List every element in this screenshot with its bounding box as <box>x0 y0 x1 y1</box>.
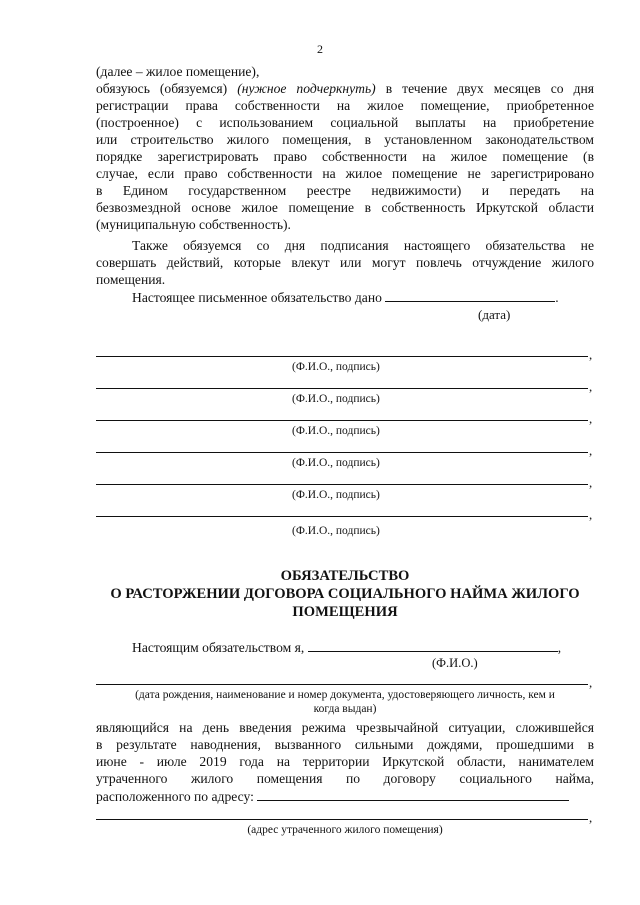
heading-line3: ПОМЕЩЕНИЯ <box>292 604 398 620</box>
address-line[interactable] <box>96 819 588 820</box>
document-info-comma: , <box>589 675 593 690</box>
signature-line-3[interactable] <box>96 420 588 421</box>
address-blank[interactable] <box>257 788 569 801</box>
address-comma: , <box>589 810 593 825</box>
section2-body-line2: в результате наводнения, вызванного сильными дождями, прошедшими в <box>96 737 594 752</box>
document-info-line[interactable] <box>96 684 588 685</box>
para1-line2-after: в течение двух месяцев со дня <box>375 81 595 96</box>
para1-line9: безвозмездной основе жилое помещение в собственность Иркутской области <box>96 200 594 215</box>
para1-line4: (построенное) с использованием социальной выплаты на приобретение <box>96 115 594 130</box>
signature-line-5[interactable] <box>96 484 588 485</box>
para1-line6: порядке зарегистрировать право собственности на жилое помещение (в <box>96 149 594 164</box>
para3-text: Настоящее письменное обязательство дано <box>132 290 382 305</box>
signature-caption-1: (Ф.И.О., подпись) <box>292 361 380 373</box>
para1-line8: в Едином государственном реестре недвижимости) и передать на <box>96 183 594 198</box>
page-number: 2 <box>317 42 323 56</box>
para1-line2-italic: (нужное подчеркнуть) <box>237 81 376 96</box>
signature-caption-4: (Ф.И.О., подпись) <box>292 457 380 469</box>
signature-caption-2: (Ф.И.О., подпись) <box>292 393 380 405</box>
signature-comma-4: , <box>589 443 593 458</box>
section2-body-line1: являющийся на день введения режима чрезвычайной ситуации, сложившейся <box>96 720 594 735</box>
signature-comma-6: , <box>589 507 593 522</box>
fio-caption: (Ф.И.О.) <box>432 656 478 670</box>
section2-body-line4: утраченного жилого помещения по договору социального найма, <box>96 771 594 786</box>
signature-caption-3: (Ф.И.О., подпись) <box>292 425 380 437</box>
para2-line2: совершать действий, которые влекут или могут повлечь отчуждение жилого <box>96 255 594 270</box>
para1-line7: случае, если право собственности на жилое помещение не зарегистрировано <box>96 166 594 181</box>
document-caption-line1: (дата рождения, наименование и номер документа, удостоверяющего личность, кем и <box>135 689 555 701</box>
para3-line <box>96 289 594 307</box>
para1-line5: или строительство жилого помещения, в установленном законодательством <box>96 132 594 147</box>
signature-line-6[interactable] <box>96 516 588 517</box>
para2-line1: Также обязуемся со дня подписания настоящего обязательства не <box>132 238 594 253</box>
section2-body-line3: июне - июле 2019 года на территории Иркутской области, нанимателем <box>96 754 594 769</box>
signature-comma-3: , <box>589 411 593 426</box>
section2-address-label: расположенного по адресу: <box>96 789 254 804</box>
para1-line10: (муниципальную собственность). <box>96 217 291 232</box>
document-caption-line2: когда выдан) <box>313 703 377 715</box>
para2-line3: помещения. <box>96 272 166 287</box>
para1-line2-before: обязуюсь (обязуемся) <box>96 81 238 96</box>
fio-blank[interactable] <box>308 639 558 652</box>
para1-line1: (далее – жилое помещение), <box>96 64 260 79</box>
signature-comma-1: , <box>589 347 593 362</box>
address-caption: (адрес утраченного жилого помещения) <box>247 824 443 836</box>
signature-comma-2: , <box>589 379 593 394</box>
date-blank[interactable] <box>385 289 555 302</box>
date-caption: (дата) <box>478 307 511 322</box>
section2-body-line5 <box>96 788 594 806</box>
heading-line2: О РАСТОРЖЕНИИ ДОГОВОРА СОЦИАЛЬНОГО НАЙМА ЖИЛОГО <box>110 586 580 602</box>
signature-line-2[interactable] <box>96 388 588 389</box>
section2-intro-comma: , <box>557 640 562 655</box>
heading-line1: ОБЯЗАТЕЛЬСТВО <box>280 568 410 584</box>
para3-end: . <box>555 290 559 305</box>
section2-intro-line <box>96 639 594 657</box>
signature-caption-5: (Ф.И.О., подпись) <box>292 489 380 501</box>
signature-line-4[interactable] <box>96 452 588 453</box>
signature-comma-5: , <box>589 475 593 490</box>
para1-line3: регистрации права собственности на жилое помещение, приобретенное <box>96 98 594 113</box>
signature-caption-6: (Ф.И.О., подпись) <box>292 525 380 537</box>
signature-line-1[interactable] <box>96 356 588 357</box>
para1-line2 <box>96 81 594 98</box>
section2-intro: Настоящим обязательством я, <box>132 640 305 655</box>
